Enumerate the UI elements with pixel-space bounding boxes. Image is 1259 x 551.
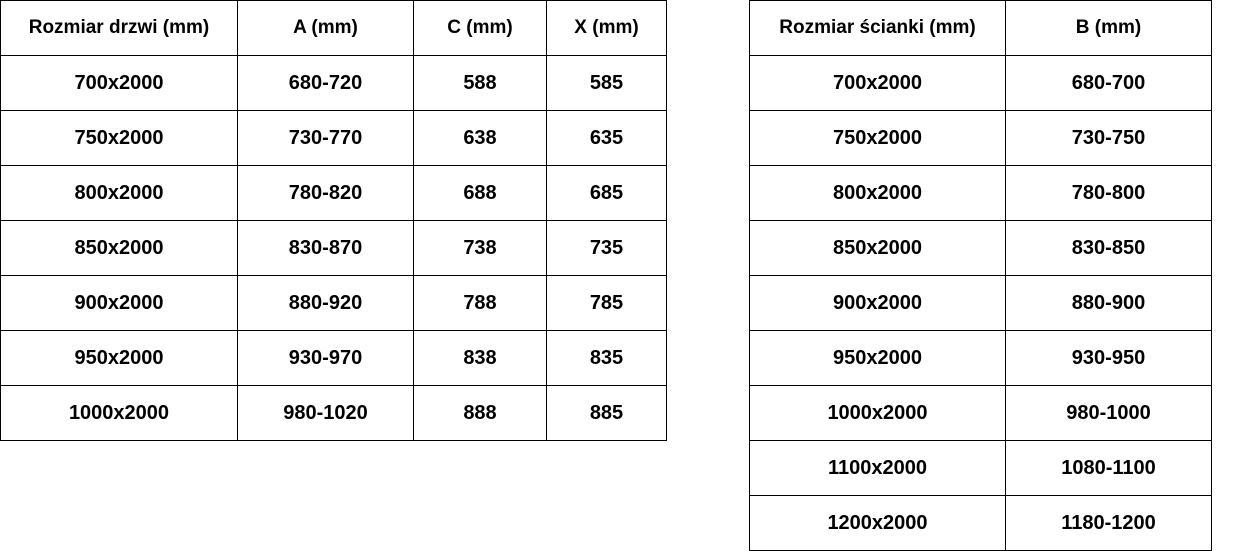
- cell-x: 685: [547, 166, 667, 221]
- table-row: [1, 166, 667, 221]
- table-row: [750, 496, 1212, 551]
- wall-dimensions-table: [749, 0, 1212, 551]
- cell-door-size: 800x2000: [1, 166, 238, 221]
- cell-wall-size: 900x2000: [750, 276, 1006, 331]
- cell-door-size: 950x2000: [1, 331, 238, 386]
- cell-c: 838: [414, 331, 547, 386]
- table-row: [750, 111, 1212, 166]
- cell-door-size: 750x2000: [1, 111, 238, 166]
- cell-c: 788: [414, 276, 547, 331]
- table-row: [750, 441, 1212, 496]
- column-header-door-size: Rozmiar drzwi (mm): [1, 1, 238, 56]
- cell-b: 680-700: [1006, 56, 1212, 111]
- cell-c: 688: [414, 166, 547, 221]
- table-row: [750, 331, 1212, 386]
- cell-x: 735: [547, 221, 667, 276]
- cell-a: 730-770: [238, 111, 414, 166]
- cell-c: 888: [414, 386, 547, 441]
- table-row: [1, 331, 667, 386]
- cell-x: 585: [547, 56, 667, 111]
- cell-a: 880-920: [238, 276, 414, 331]
- cell-a: 930-970: [238, 331, 414, 386]
- table-header-row: [750, 1, 1212, 56]
- cell-wall-size: 950x2000: [750, 331, 1006, 386]
- cell-wall-size: 1100x2000: [750, 441, 1006, 496]
- column-header-c: C (mm): [414, 1, 547, 56]
- cell-door-size: 1000x2000: [1, 386, 238, 441]
- cell-a: 980-1020: [238, 386, 414, 441]
- column-header-x: X (mm): [547, 1, 667, 56]
- table-row: [750, 221, 1212, 276]
- cell-a: 780-820: [238, 166, 414, 221]
- table-row: [1, 221, 667, 276]
- cell-wall-size: 750x2000: [750, 111, 1006, 166]
- cell-x: 885: [547, 386, 667, 441]
- cell-wall-size: 800x2000: [750, 166, 1006, 221]
- cell-b: 780-800: [1006, 166, 1212, 221]
- table-row: [750, 386, 1212, 441]
- cell-x: 835: [547, 331, 667, 386]
- column-header-wall-size: Rozmiar ścianki (mm): [750, 1, 1006, 56]
- cell-door-size: 900x2000: [1, 276, 238, 331]
- table-row: [1, 386, 667, 441]
- cell-b: 1080-1100: [1006, 441, 1212, 496]
- cell-door-size: 700x2000: [1, 56, 238, 111]
- cell-wall-size: 850x2000: [750, 221, 1006, 276]
- cell-door-size: 850x2000: [1, 221, 238, 276]
- cell-x: 635: [547, 111, 667, 166]
- cell-a: 830-870: [238, 221, 414, 276]
- cell-b: 980-1000: [1006, 386, 1212, 441]
- cell-b: 1180-1200: [1006, 496, 1212, 551]
- cell-b: 880-900: [1006, 276, 1212, 331]
- table-row: [750, 166, 1212, 221]
- cell-c: 588: [414, 56, 547, 111]
- cell-x: 785: [547, 276, 667, 331]
- table-row: [1, 276, 667, 331]
- cell-c: 738: [414, 221, 547, 276]
- column-header-b: B (mm): [1006, 1, 1212, 56]
- doors-dimensions-table: [0, 0, 667, 441]
- cell-wall-size: 1000x2000: [750, 386, 1006, 441]
- cell-wall-size: 1200x2000: [750, 496, 1006, 551]
- cell-a: 680-720: [238, 56, 414, 111]
- cell-b: 830-850: [1006, 221, 1212, 276]
- cell-c: 638: [414, 111, 547, 166]
- table-header-row: [1, 1, 667, 56]
- cell-b: 930-950: [1006, 331, 1212, 386]
- table-row: [750, 276, 1212, 331]
- cell-wall-size: 700x2000: [750, 56, 1006, 111]
- cell-b: 730-750: [1006, 111, 1212, 166]
- column-header-a: A (mm): [238, 1, 414, 56]
- table-row: [750, 56, 1212, 111]
- table-row: [1, 56, 667, 111]
- table-row: [1, 111, 667, 166]
